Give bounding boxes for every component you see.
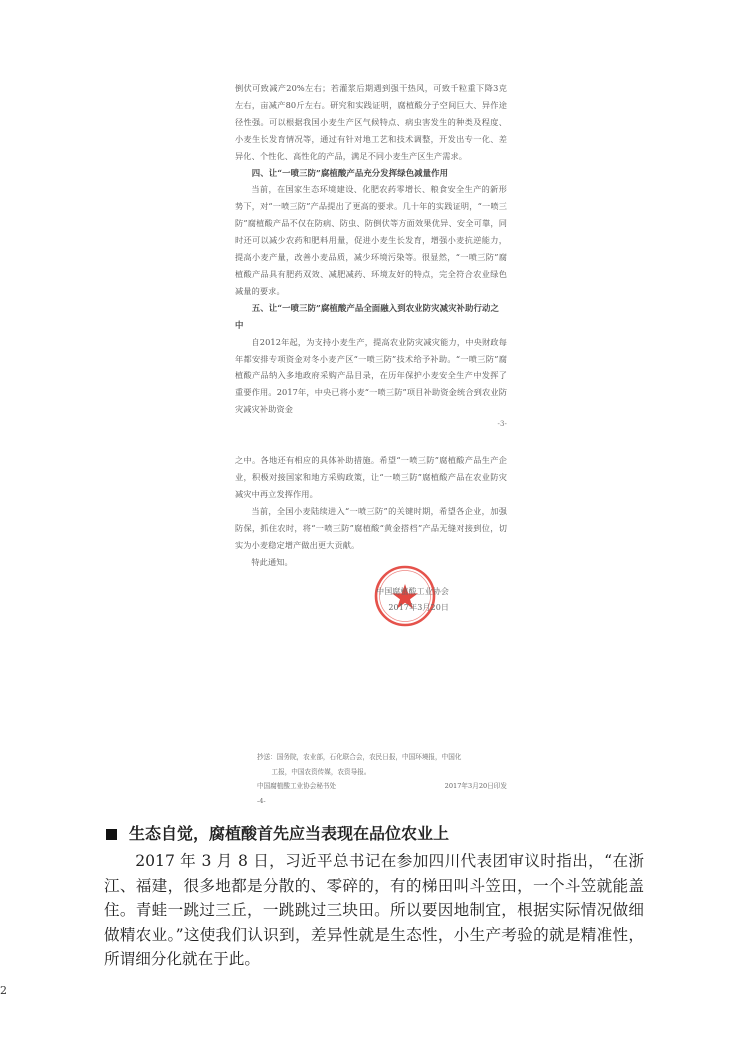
- issue-date: 2017年3月20日: [388, 603, 449, 613]
- scan-paragraph: 当前，在国家生态环境建设、化肥农药零增长、粮食安全生产的新形势下，对“一喷三防”产品提出了更高的要求。几十年的实践证明，“一喷三防”腐植酸产品不仅在防病、防虫、防倒伏等方面效果优异、安全可靠，同时还可以减少农药和肥料用量，促进小麦生长发育，增强小麦抗逆能力，提高小麦产量，改善小麦品质，减少环境污染等。很显然，“一喷三防”腐植酸产品具有肥药双效、减肥减药、环境友好的特点，完全符合农业绿色减量的要求。: [235, 184, 507, 296]
- scan-heading: 四、让“一喷三防”腐植酸产品充分发挥绿色减量作用: [251, 167, 449, 178]
- scan-paragraph: 自2012年起，为支持小麦生产，提高农业防灾减灾能力，中央财政每年都安排专项资金对冬小麦产区“一喷三防”技术给予补助。“一喷三防”腐植酸产品纳入多地政府采购产品目录，在历年保护小麦安全生产中发挥了重要作用。2017年，中央已将小麦“一喷三防”项目补助资金统合到农业防灾减灾补助资金: [235, 336, 507, 415]
- footnote-secretariat: 中国腐植酸工业协会秘书处: [257, 782, 337, 790]
- footnote-line: 抄送：国务院，农业部，石化联合会，农民日报，中国环境报，中国化: [257, 753, 462, 761]
- section-body: 2017 年 3 月 8 日，习近平总书记在参加四川代表团审议时指出，“在浙江、福建，很多地都是分散的、零碎的，有的梯田叫斗笠田，一个斗笠就能盖住。青蛙一跳过三丘，一跳跳过三块田。所以要因地制宜，根据实际情况做细做精农业。”这使我们认识到，差异性就是生态性，小生产考验的就是精准性，所谓细分化就在于此。: [104, 852, 644, 969]
- scan-heading: 五、让“一喷三防”腐植酸产品全面融入到农业防灾减灾补助行动之中: [235, 302, 499, 330]
- distribution-footnote: [257, 750, 507, 808]
- scanned-document: [235, 80, 507, 632]
- section-heading: [104, 822, 644, 846]
- article-section: [104, 822, 644, 971]
- scan-paragraph: 当前，全国小麦陆续进入“一喷三防”的关键时期，希望各企业，加强防保，抓住农时，将“一喷三防”腐植酸“黄金搭档”产品无缝对接到位，切实为小麦稳定增产做出更大贡献。: [235, 505, 507, 550]
- footnote-row: [257, 779, 507, 794]
- scan-page-number: -3-: [497, 420, 507, 429]
- footnote-print-date: 2017年3月20日印发: [444, 782, 507, 790]
- signature-block: [235, 570, 507, 632]
- scan-page-number: -4-: [257, 796, 266, 805]
- scan-paragraph: 之中。各地还有相应的具体补助措施。希望“一喷三防”腐植酸产品生产企业，积极对接国家和地方采购政策，让“一喷三防”腐植酸产品在农业防灾减灾中再立发挥作用。: [235, 455, 507, 499]
- page-number: 2: [0, 984, 7, 997]
- section-title: 生态自觉，腐植酸首先应当表现在品位农业上: [129, 824, 450, 843]
- footnote-line: 工报，中国农资传媒，农资导报。: [271, 767, 371, 776]
- scan-paragraph: 倒伏可致减产20%左右；若灌浆后期遇到强干热风，可致千粒重下降3克左右，亩减产80斤左右。研究和实践证明，腐植酸分子空间巨大、异作途径性强。可以根据我国小麦生产区气候特点、病虫害发生的种类及程度、小麦生长发育情况等，通过有针对地工艺和技术调整，开发出专一化、差异化、个性化、高性化的产品，满足不同小麦生产区生产需求。: [235, 83, 507, 161]
- page-gap: [235, 430, 507, 452]
- issuer-name: 中国腐植酸工业协会: [376, 587, 449, 597]
- scan-paragraph: 特此通知。: [251, 556, 293, 567]
- square-bullet-icon: [106, 829, 117, 840]
